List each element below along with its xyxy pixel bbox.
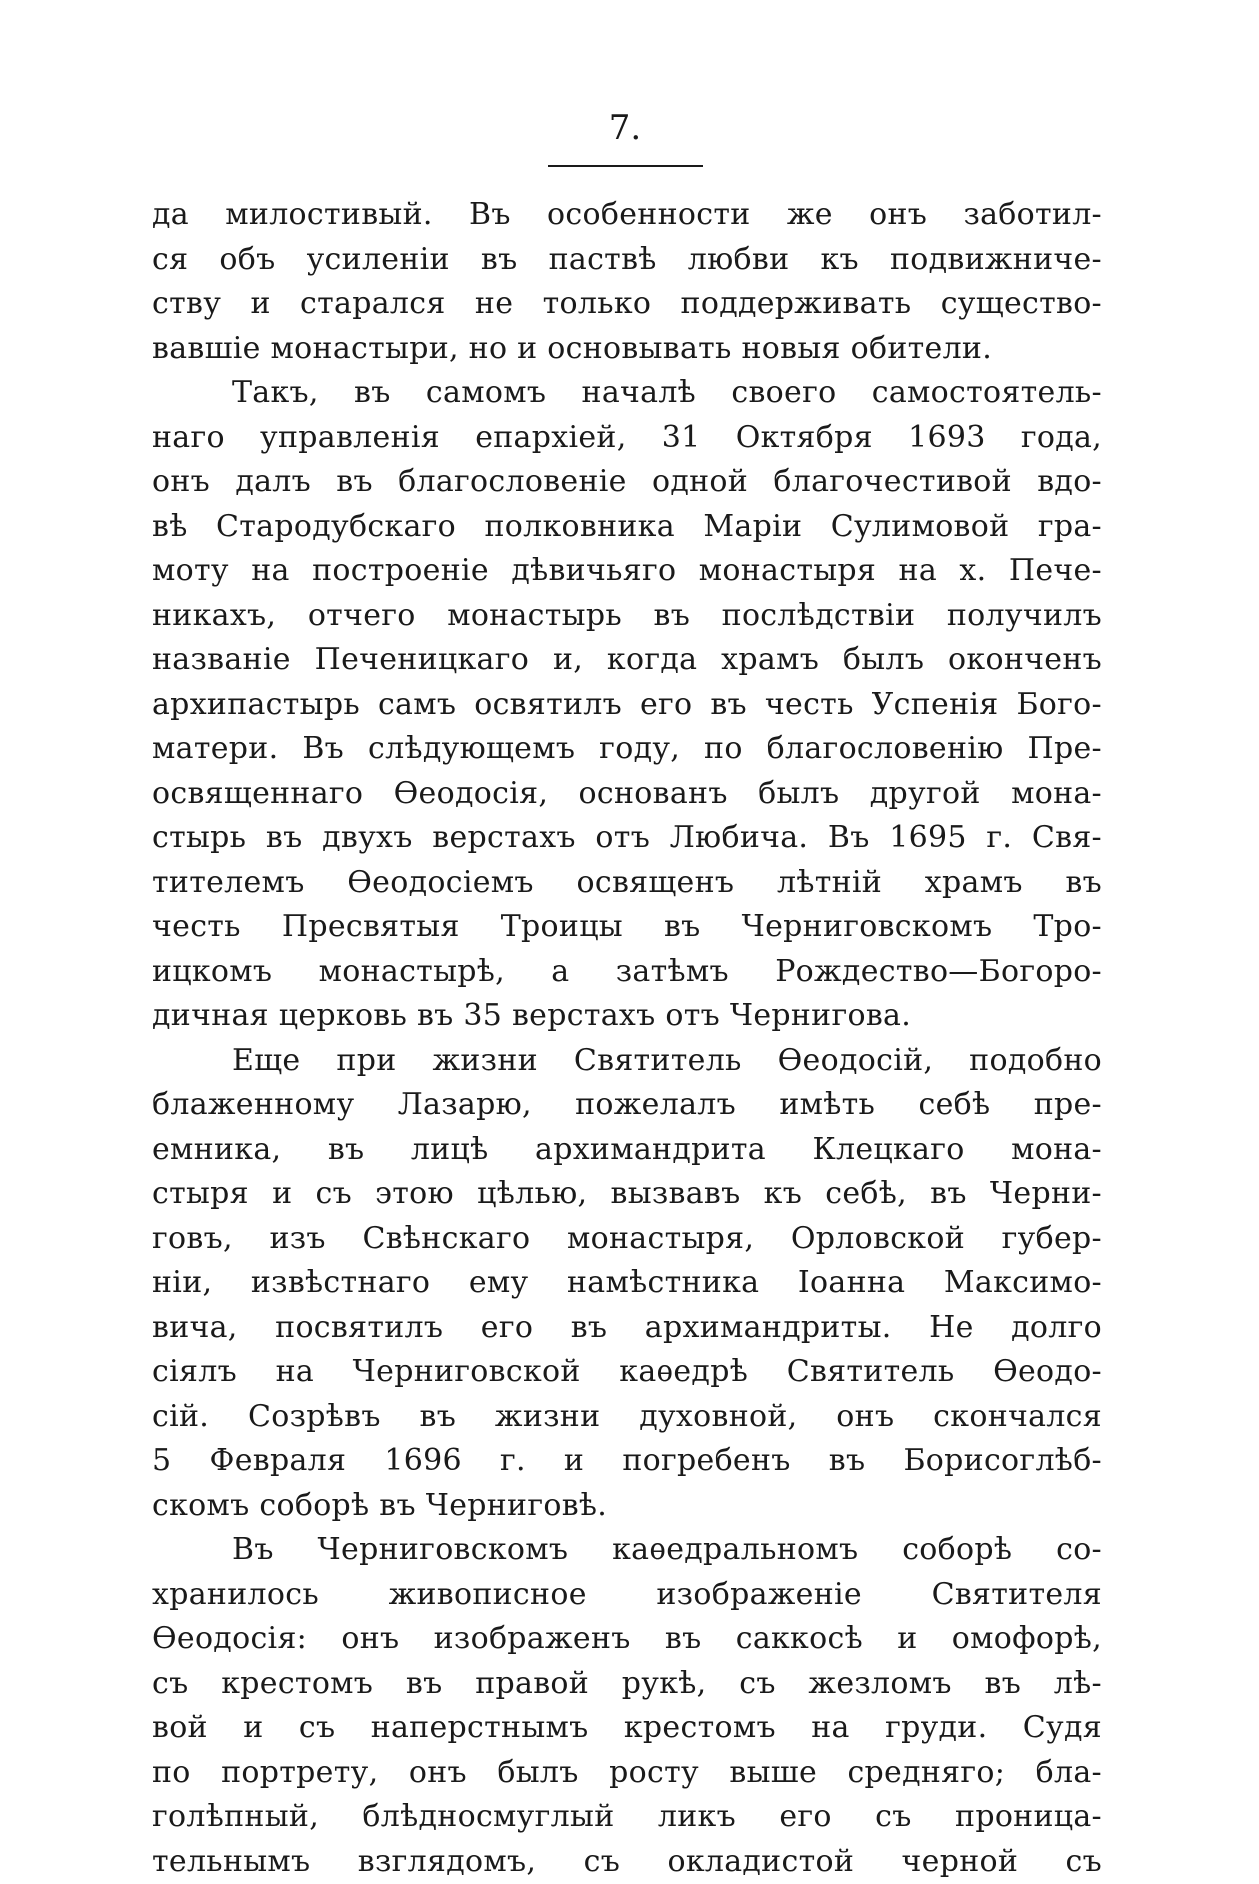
text-line: Въ Черниговскомъ каѳедральномъ соборѣ со- [152,1528,1102,1573]
text-line: ся объ усиленіи въ паствѣ любви къ подвижниче- [152,238,1102,283]
text-line: тителемъ Ѳеодосіемъ освященъ лѣтній храмъ въ [152,861,1102,906]
paragraph [152,1039,1102,1529]
text-line: по портрету, онъ былъ росту выше средняго; бла- [152,1751,1102,1796]
text-line: съ крестомъ въ правой рукѣ, съ жезломъ въ лѣ- [152,1662,1102,1707]
text-line: ніи, извѣстнаго ему намѣстника Іоанна Максимо- [152,1261,1102,1306]
text-line: ицкомъ монастырѣ, а затѣмъ Рождество—Богоро- [152,950,1102,995]
text-line: вича, посвятилъ его въ архимандриты. Не долго [152,1306,1102,1351]
text-line: стырь въ двухъ верстахъ отъ Любича. Въ 1695 г. Свя- [152,816,1102,861]
text-line: блаженному Лазарю, пожелалъ имѣть себѣ пре- [152,1083,1102,1128]
paragraph [152,371,1102,1039]
text-line: да милостивый. Въ особенности же онъ заботил- [152,193,1102,238]
text-line: Ѳеодосія: онъ изображенъ въ саккосѣ и омофорѣ, [152,1617,1102,1662]
paragraph [152,193,1102,371]
text-line: 5 Февраля 1696 г. и погребенъ въ Борисоглѣб- [152,1439,1102,1484]
text-line: наго управленія епархіей, 31 Октября 1693 года, [152,416,1102,461]
text-line: названіе Печеницкаго и, когда храмъ былъ оконченъ [152,638,1102,683]
text-line: хранилось живописное изображеніе Святителя [152,1573,1102,1618]
text-line: честь Пресвятыя Троицы въ Черниговскомъ Тро- [152,905,1102,950]
text-line: онъ далъ въ благословеніе одной благочестивой вдо- [152,460,1102,505]
text-line: тельнымъ взглядомъ, съ окладистой черной съ [152,1840,1102,1884]
text-line: скомъ соборѣ въ Черниговѣ. [152,1484,1102,1529]
paragraph [152,1528,1102,1884]
text-line: освященнаго Ѳеодосія, основанъ былъ другой мона- [152,772,1102,817]
text-line: никахъ, отчего монастырь въ послѣдствіи получилъ [152,594,1102,639]
text-line: дичная церковь въ 35 верстахъ отъ Чернигова. [152,994,1102,1039]
page-number-rule [548,165,703,167]
text-line: моту на построеніе дѣвичьяго монастыря на х. Пече- [152,549,1102,594]
text-line: емника, въ лицѣ архимандрита Клецкаго мона- [152,1128,1102,1173]
text-line: ству и старался не только поддерживать существо- [152,282,1102,327]
text-line: матери. Въ слѣдующемъ году, по благословенію Пре- [152,727,1102,772]
text-line: вой и съ наперстнымъ крестомъ на груди. Судя [152,1706,1102,1751]
text-line: сіялъ на Черниговской каѳедрѣ Святитель Ѳеодо- [152,1350,1102,1395]
text-line: вавшіе монастыри, но и основывать новыя обители. [152,327,1102,372]
text-line: вѣ Стародубскаго полковника Маріи Сулимовой гра- [152,505,1102,550]
text-line: Еще при жизни Святитель Ѳеодосій, подобно [152,1039,1102,1084]
page-number: 7. [545,108,705,148]
text-line: Такъ, въ самомъ началѣ своего самостоятель- [152,371,1102,416]
text-line: архипастырь самъ освятилъ его въ честь Успенія Бого- [152,683,1102,728]
text-line: сій. Созрѣвъ въ жизни духовной, онъ скончался [152,1395,1102,1440]
text-line: говъ, изъ Свѣнскаго монастыря, Орловской губер- [152,1217,1102,1262]
text-line: стыря и съ этою цѣлью, вызвавъ къ себѣ, въ Черни- [152,1172,1102,1217]
body-text [152,193,1102,1884]
text-line: голѣпный, блѣдносмуглый ликъ его съ проница- [152,1795,1102,1840]
